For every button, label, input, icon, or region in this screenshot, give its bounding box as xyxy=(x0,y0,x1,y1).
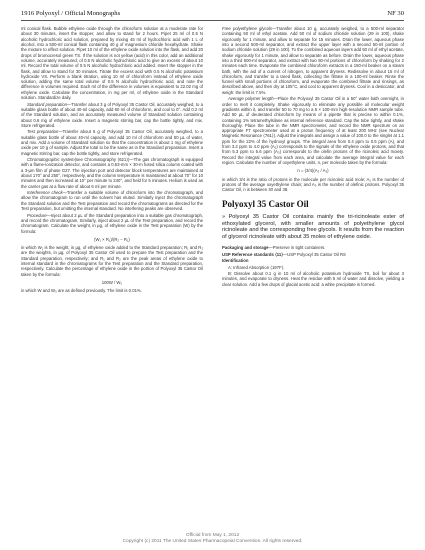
run-in-heading: Free polyethylene glycols xyxy=(222,26,273,31)
section-text: —Preserve in tight containers. xyxy=(268,245,326,251)
section-heading: Packaging and storage xyxy=(222,245,269,251)
paragraph-text: —Transfer about 5 g of Polyoxyl 35 Castor Oil, accurately weighed, to a suitable glass bottle of about 40-ml capacity, and add 10 ml of chloroform and 50 µL of water, and mix. Add a volume of Standard solution so that the concentration is about 1 mg of ethylene oxide per 10 g of sample. Adjust the total to be the same as in the Standard preparation. Insert a magnetic stirring bar, cap the bottle tightly, and store refrigerated. xyxy=(21,129,203,156)
paragraph xyxy=(21,213,203,234)
paragraph xyxy=(21,288,203,293)
official-date: Official from May 1, 2012 xyxy=(185,533,240,538)
monograph-intro: » Polyoxyl 35 Castor Oil contains mainly the tri-ricinoleate ester of ethoxylated glycerol, with smaller amounts of polyethylene glycol ricinoleate and the corresponding free glycols. It results from the reaction of glycerol ricinoleate with about 35 moles of ethylene oxide. xyxy=(222,213,404,241)
paragraph xyxy=(21,237,203,242)
paragraph-text: in which 3/4 is the ratio of protons in the molecule per ricinoleic acid mole; A₂ is the number of protons of the average oxyethylene chain; and A₃ is the number of olefinic protons. Polyoxyl 35 Castor Oil, n is between 30 and 38. xyxy=(222,176,404,193)
paragraph-text: ml conical flask. Bubble ethylene oxide through the chloroform solution at a moderate rate for about 30 minutes, insert the stopper, and allow to stand for 2 hours. Pipet 25 ml of 0.5 N alcoholic hydrochloric acid solution, prepared by mixing 45 ml of hydrochloric acid with 1 L of alcohol, into a 500-ml conical flask containing 40 g of magnesium chloride hexahydrate. Shake the mixture to effect solution. Pipet 10 ml of the ethylene oxide solution into the flask, and add 20 drops of bromocresol green TS. If the solution is not yellow (acid) in this color, add an additional volume, accurately measured, of 0.5 N alcoholic hydrochloric acid to give an excess of about 10 ml. Record the total volume of 0.5 N alcoholic hydrochloric acid added. Insert the stopper in the flask, and allow to stand for 30 minutes. Titrate the excess acid with 0.5 N alcoholic potassium hydroxide VS. Perform a blank titration, using 10 ml of chloroform instead of ethylene oxide solution, adding the same total volume of 0.5 N alcoholic hydrochloric acid, and note the difference in volumes required. Each ml of the difference in volumes is equivalent to 22.02 mg of ethylene oxide. Calculate the concentration, in mg per ml, of ethylene oxide in the Standard solution. Standardize daily. xyxy=(21,26,203,101)
section-paragraph xyxy=(222,271,404,287)
paragraph-text: —Transfer about 10 g, accurately weighed, to a 500-ml separator containing 50 ml of ethyl acetate. Add 50 ml of sodium chloride solution (29 in 100), shake vigorously for 1 minute, and allow to separate for 15 minutes. Drain the lower, aqueous phase into a second 500-ml separator, and extract the upper layer with a second 50-ml portion of sodium chloride solution (29 in 100). To the combined aqueous layers add 50 ml of ethyl acetate, shake vigorously for 1 minute, and allow to separate as before. Drain the lower, aqueous phase into a third 500-ml separator, and extract with two 50-ml portions of chloroform by shaking for 2 minutes each time. Evaporate the combined chloroform extracts in a 150-ml beaker on a steam bath, with the aid of a current of nitrogen, to apparent dryness. Redissolve in about 15 ml of chloroform, and transfer to a tared flask, collecting the filtrate in a 100-ml beaker. Rinse the funnel with small portions of chloroform, and evaporate the combined filtrate and rinsings, as described above, and then dry at 105°C, and cool to apparent dryness. Cool in a desiccator, and weigh: the limit is 7.5%. xyxy=(222,26,404,95)
run-in-heading: Chromatographic system xyxy=(27,157,75,163)
paragraph xyxy=(222,177,404,193)
paragraph xyxy=(21,157,203,189)
volume-label: NF 30 xyxy=(387,10,404,17)
section-paragraph xyxy=(222,252,404,257)
left-column xyxy=(21,26,203,526)
paragraph-text: (see Chromatography ⟨621⟩)—The gas chromatograph is equipped with a flame-ionization detector, and contains a 0.53-mm × 30-m fused silica column coated with a 3-µm film of phase G27. The injection port and detector block temperatures are maintained at about 170° and 250°, respectively, and the column temperature is maintained at about 70° for 10 minutes and then increased at 10° per minute to 240°, and held for 5 minutes. Helium is used as the carrier gas at a flow rate of about 6 ml per minute. xyxy=(21,157,203,189)
paragraph xyxy=(21,190,203,211)
page-header xyxy=(21,10,404,22)
paragraph xyxy=(222,168,404,173)
right-column-continued-text xyxy=(222,26,404,193)
section-paragraph xyxy=(222,265,404,270)
monograph-sections xyxy=(222,245,404,287)
run-in-heading: Test preparation xyxy=(27,129,59,135)
paragraph xyxy=(21,245,203,277)
monograph-title: Polyoxyl 35 Castor Oil xyxy=(222,198,309,209)
paragraph-text: (W₁ × R₁)/(R₂ − R₁) xyxy=(94,236,130,242)
right-column xyxy=(222,26,404,526)
section-heading: Identification xyxy=(222,258,249,264)
paragraph-text: —Transfer about 3 g of Polyoxyl 35 Castor Oil, accurately weighed, to a suitable glass bottle of about 40-ml capacity, add 60 ml of chloroform, and cool to 0°. Add 0.2 ml of the Standard solution, and an accurately measured volume of Standard solution containing about 0.6 mg of ethylene oxide. Insert a magnetic stirring bar, cap the bottle tightly, and mix. Store refrigerated. xyxy=(21,101,203,128)
copyright-notice: Copyright (c) 2011 The United States Pharmacopeial Convention. All rights reserved. xyxy=(122,539,303,545)
run-in-heading: Interference check xyxy=(27,190,63,196)
paragraph xyxy=(222,96,404,165)
paragraph xyxy=(21,26,203,100)
paragraph xyxy=(21,129,203,156)
run-in-heading: Average polymer length xyxy=(228,96,274,102)
paragraph xyxy=(21,280,203,285)
running-title: 1916 Polyoxyl / Official Monographs xyxy=(21,10,121,17)
section-heading: USP Reference standards ⟨11⟩ xyxy=(222,251,283,257)
section-text: —USP Polyoxyl 35 Castor Oil RS xyxy=(282,251,346,257)
section-text: A: Infrared Absorption ⟨197F⟩. xyxy=(228,264,285,270)
paragraph-text: in which W₁ is the weight, in µg, of ethylene oxide added to the Standard preparation; R₁ and R₂ are the weights, in µg, of Polyoxyl 35 Castor Oil used to prepare the Test preparation and the Standard preparation, respectively; and R₁ and R₂ are the peak areas of ethylene oxide to internal standard in the chromatograms for the Test preparation and the Standard preparation, respectively. Calculate the percentage of ethylene oxide in the portion of Polyoxyl 35 Castor Oil taken by the formula: xyxy=(21,245,203,277)
paragraph-text: —Transfer a suitable volume of chloroform into the chromatograph, and allow the chromatogram to run until the solvent has eluted. Similarly inject the chromatograph the Standard solution and the Test preparation and record the chromatograms as directed for the Test preparation, but omitting the internal standard. No interfering peaks are observed. xyxy=(21,190,203,212)
paragraph-text: 100W / W₀ xyxy=(101,280,123,285)
section-paragraph xyxy=(222,245,404,250)
paragraph-text: —Inject about 2 µL of the Standard preparation into a suitable gas chromatograph, and record the chromatogram. Similarly, inject about 2 µL of the Test preparation, and record the chromatogram. Calculate the weight, in µg, of ethylene oxide in the Test preparation (W) by the formula: xyxy=(21,212,203,234)
run-in-heading: Procedure xyxy=(27,212,47,218)
paragraph xyxy=(222,26,404,95)
section-text: B: Dissolve about 0.1 g in 10 ml of alcoholic potassium hydroxide TS, boil for about 3 minutes, and evaporate to dryness. Heat the residue with 5 ml of water and dissolve, yielding a clear solution. Add a few drops of glacial acetic acid: a white precipitate is formed. xyxy=(222,271,404,287)
section-paragraph xyxy=(222,258,404,263)
header-rule xyxy=(21,20,404,21)
paragraph-text: —Place the Polyoxyl 35 Castor Oil in a 50° water bath overnight, in order to melt it completely. Shake vigorously to eliminate any possible oil molecular weight gradients within it, and transfer 50 to 70 mg to a 5 × 100-mm high-resolution NMR sample tube. Add 50 µL of deuterated chloroform by means of a pipette that is precise to within 0.1%, containing 1% tetramethylsilane as internal reference standard. Cap the tube tightly, and shake thoroughly. Place the tube in the NMR spectrometer, and record the NMR spectrum on an appropriate FT spectrometer used at a proton frequency of at least 200 MHz (see Nuclear Magnetic Resonance ⟨761⟩). Adjust the integrals and assign a value of 100.0 to the singlet at 1.1 ppm for the 22% of the hydroxyl groups. The integral area from 0.4 ppm to 0.5 ppm (A), and from 3.2 ppm to 4.0 ppm (A₂) corresponds to the signals of the ethylene oxide protons, and that from 5.3 ppm to 5.6 ppm (A₃) corresponds to the olefin protons of the ricinoleic acid moiety. Record the integral value from each area, and calculate the average integral value for each region. Calculate the number of oxyethylene units, n, per molecule taken by the formula: xyxy=(222,96,404,165)
page-footer xyxy=(0,533,425,545)
paragraph xyxy=(21,102,203,129)
run-in-heading: Standard preparation xyxy=(27,101,68,107)
paragraph-text: in which W and W₀ are as defined previously. The limit is 0.01%. xyxy=(21,288,142,294)
paragraph-text: n = (3/4)(A₂ / A₃) xyxy=(297,168,329,174)
